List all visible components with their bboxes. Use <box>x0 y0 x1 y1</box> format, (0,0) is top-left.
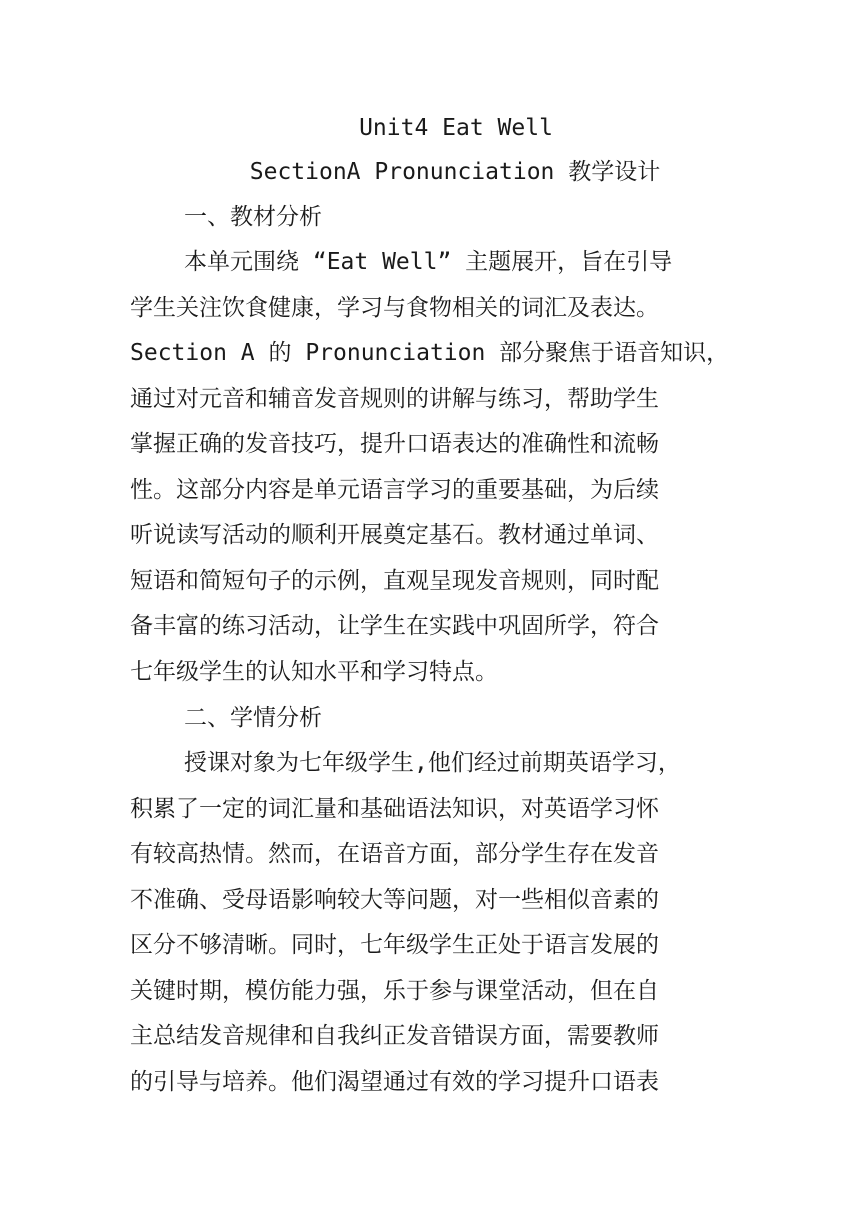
paragraph-line: 掌握正确的发音技巧，提升口语表达的准确性和流畅 <box>130 431 659 457</box>
document-page <box>130 106 730 1105</box>
paragraph-line: 主总结发音规律和自我纠正发音错误方面，需要教师 <box>130 1023 659 1049</box>
paragraph-line: 授课对象为七年级学生,他们经过前期英语学习， <box>184 750 681 776</box>
paragraph-textbook-analysis <box>130 240 730 695</box>
paragraph-line: 听说读写活动的顺利开展奠定基石。教材通过单词、 <box>130 522 659 548</box>
section-heading-student-analysis: 二、学情分析 <box>184 705 322 731</box>
paragraph-line: 七年级学生的认知水平和学习特点。 <box>130 658 498 685</box>
paragraph-line: 积累了一定的词汇量和基础语法知识，对英语学习怀 <box>130 795 659 822</box>
paragraph-line: 区分不够清晰。同时，七年级学生正处于语言发展的 <box>130 932 659 958</box>
section-heading-textbook-analysis: 一、教材分析 <box>184 204 322 230</box>
paragraph-student-analysis <box>130 741 730 1105</box>
document-title: Unit4 Eat Well <box>359 115 553 141</box>
document-subtitle: SectionA Pronunciation 教学设计 <box>249 159 661 185</box>
paragraph-line: 的引导与培养。他们渴望通过有效的学习提升口语表 <box>130 1068 659 1095</box>
paragraph-line: 短语和简短句子的示例，直观呈现发音规则，同时配 <box>130 567 659 594</box>
paragraph-line: Section A 的 Pronunciation 部分聚焦于语音知识， <box>130 340 730 366</box>
paragraph-line: 性。这部分内容是单元语言学习的重要基础，为后续 <box>130 476 659 503</box>
paragraph-line: 关键时期，模仿能力强，乐于参与课堂活动，但在自 <box>130 977 659 1004</box>
paragraph-line: 本单元围绕 “Eat Well” 主题展开，旨在引导 <box>184 249 673 275</box>
paragraph-line: 通过对元音和辅音发音规则的讲解与练习，帮助学生 <box>130 385 659 412</box>
paragraph-line: 备丰富的练习活动，让学生在实践中巩固所学，符合 <box>130 613 659 639</box>
paragraph-line: 学生关注饮食健康，学习与食物相关的词汇及表达。 <box>130 294 659 321</box>
paragraph-line: 不准确、受母语影响较大等问题，对一些相似音素的 <box>130 886 659 913</box>
paragraph-line: 有较高热情。然而，在语音方面，部分学生存在发音 <box>130 841 659 867</box>
